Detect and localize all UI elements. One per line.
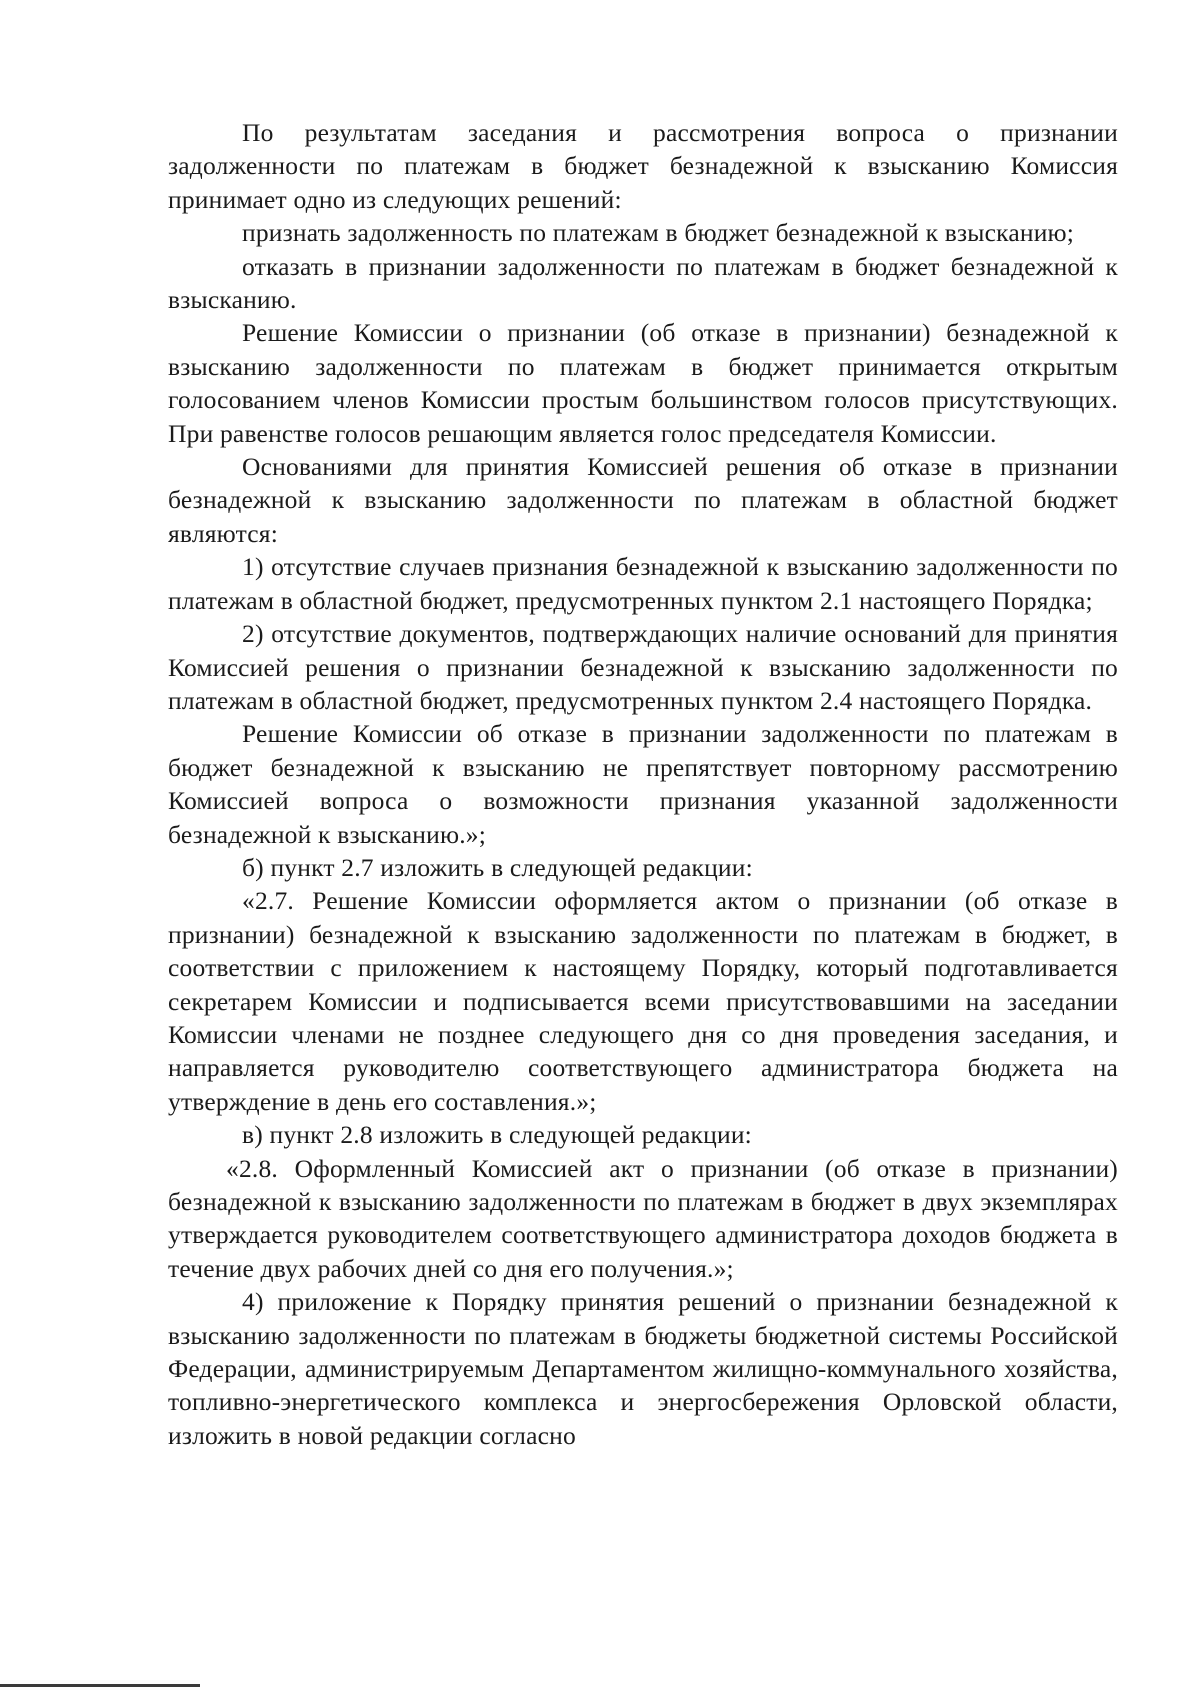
paragraph-clause-2-7: «2.7. Решение Комиссии оформляется актом о признании (об отказе в признании) безнадежной к взысканию задолженности по платежам в бюджет, в соответствии с приложением к настоящему Порядку, который подготавливается секретарем Комиссии и подписывается всеми присутствовавшими на заседании Комиссии членами не позднее следующего дня со дня проведения заседания, и направляется руководителю соответствующего администратора бюджета на утверждение в день его составления.»; [168, 886, 1118, 1116]
paragraph-item-v: в) пункт 2.8 изложить в следующей редакции: [242, 1120, 752, 1150]
paragraph-ground-1: 1) отсутствие случаев признания безнадежной к взысканию задолженности по платежам в областной бюджет, предусмотренных пунктом 2.1 настоящего Порядка; [168, 552, 1118, 615]
paragraph-item-4: 4) приложение к Порядку принятия решений о признании безнадежной к взысканию задолженности по платежам в бюджеты бюджетной системы Российской Федерации, администрируемым Департаментом жилищно-коммунального хозяйства, топливно-энергетического комплекса и энергосбережения Орловской области, изложить в новой редакции согласно [168, 1287, 1118, 1450]
paragraph-decision-refuse: отказать в признании задолженности по платежам в бюджет безнадежной к взысканию. [168, 251, 1118, 315]
paragraph-refusal-effect: Решение Комиссии об отказе в признании задолженности по платежам в бюджет безнадежной к взысканию не препятствует повторному рассмотрению Комиссией вопроса о возможности признания указанной задолженности безнадежной к взысканию.»; [168, 719, 1118, 849]
paragraph-clause-2-8: «2.8. Оформленный Комиссией акт о признании (об отказе в признании) безнадежной к взысканию задолженности по платежам в бюджет в двух экземплярах утверждается руководителем соответствующего администратора доходов бюджета в течение двух рабочих дней со дня его получения.»; [168, 1153, 1118, 1283]
paragraph-grounds: Основаниями для принятия Комиссией решения об отказе в признании безнадежной к взысканию задолженности по платежам в областной бюджет являются: [168, 452, 1118, 548]
paragraph-voting: Решение Комиссии о признании (об отказе в признании) безнадежной к взысканию задолженности по платежам в бюджет принимается открытым голосованием членов Комиссии простым большинством голосов присутствующих. При равенстве голосов решающим является голос председателя Комиссии. [168, 318, 1118, 448]
paragraph-ground-2: 2) отсутствие документов, подтверждающих наличие оснований для принятия Комиссией решения о признании безнадежной к взысканию задолженности по платежам в областной бюджет, предусмотренных пунктом 2.4 настоящего Порядка. [168, 619, 1118, 715]
page-edge-divider [0, 1684, 200, 1687]
paragraph-results: По результатам заседания и рассмотрения вопроса о признании задолженности по платежам в бюджет безнадежной к взысканию Комиссия принимает одно из следующих решений: [168, 118, 1118, 214]
paragraph-item-b: б) пункт 2.7 изложить в следующей редакции: [242, 852, 753, 882]
paragraph-decision-recognize: признать задолженность по платежам в бюджет безнадежной к взысканию; [242, 218, 1075, 248]
document-page [168, 116, 1118, 1452]
